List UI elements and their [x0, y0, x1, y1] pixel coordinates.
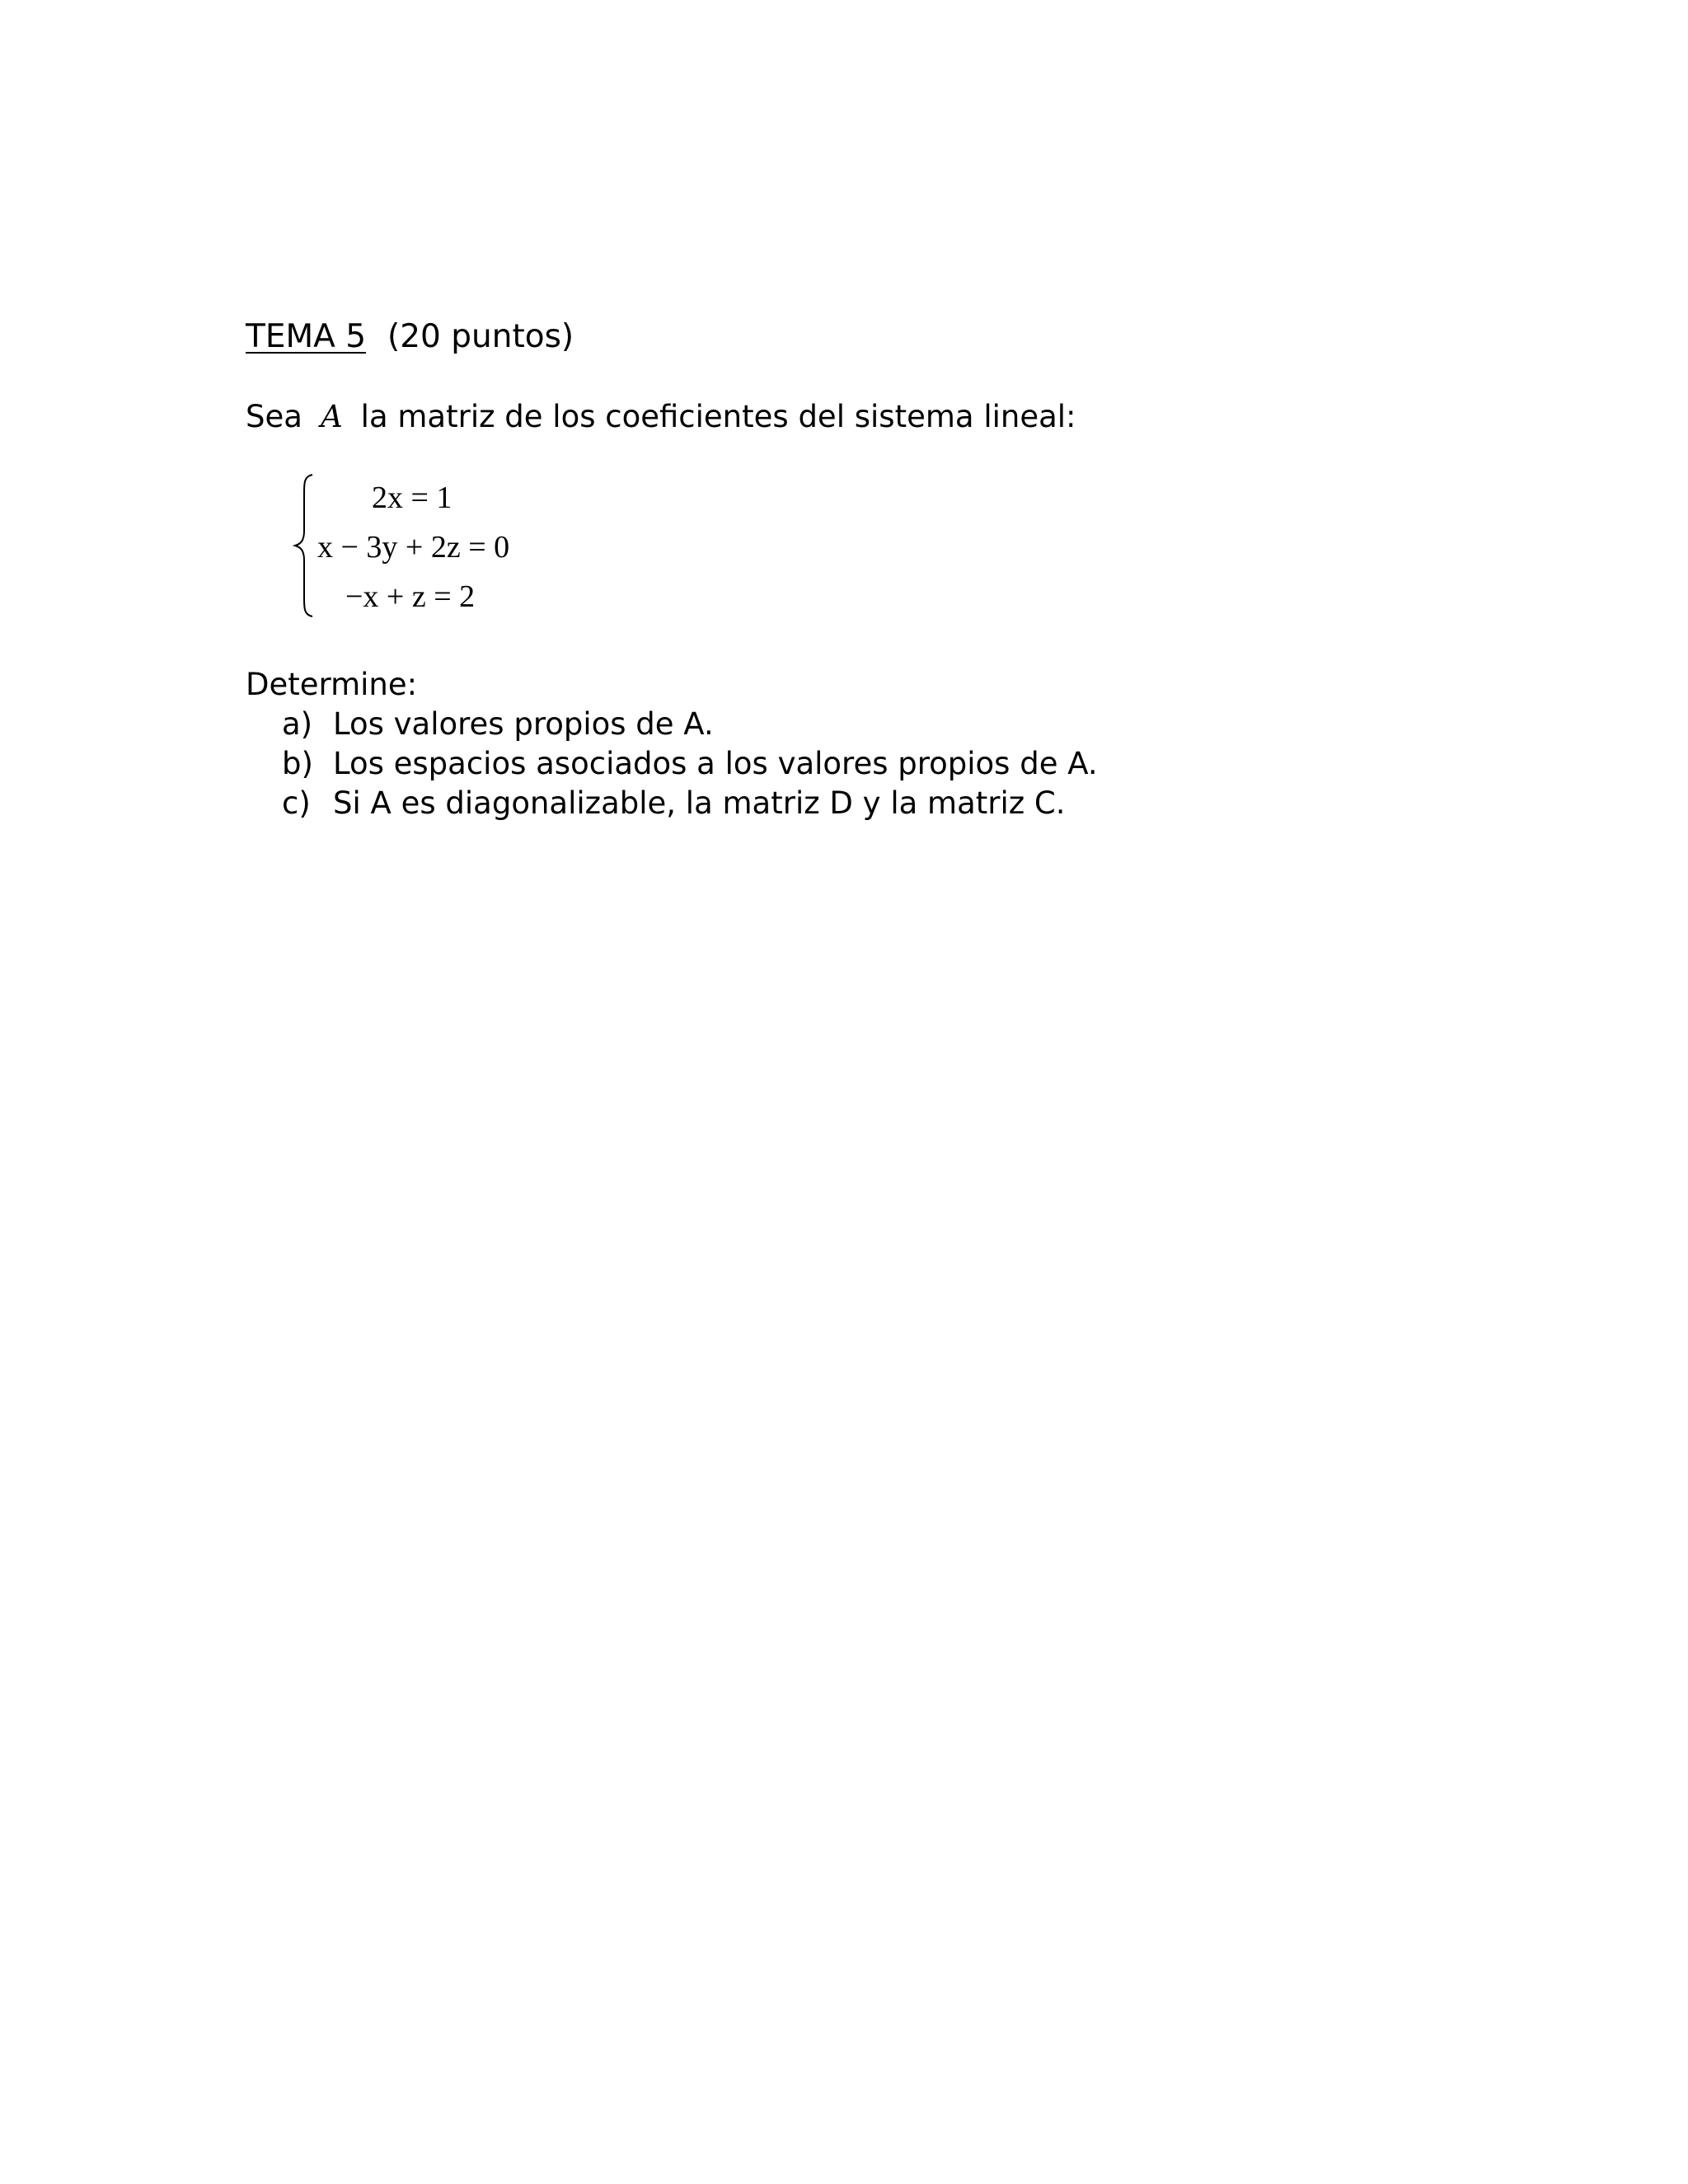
problem-statement — [246, 396, 1076, 438]
task-text: Los espacios asociados a los valores propios de A. — [333, 746, 1098, 781]
task-text: Los valores propios de A. — [333, 706, 714, 742]
statement-prefix: Sea — [246, 399, 302, 434]
problem-header — [246, 316, 574, 359]
statement-text: la matriz de los coeficientes del sistema lineal: — [360, 399, 1076, 434]
task-marker: b) — [282, 746, 313, 781]
task-marker: c) — [282, 785, 311, 821]
left-brace — [293, 471, 317, 620]
problem-title: TEMA 5 — [246, 318, 367, 355]
determine-label: Determine: — [246, 667, 418, 702]
equation-2: x − 3y + 2z = 0 — [317, 530, 510, 565]
task-text: Si A es diagonalizable, la matriz D y la matriz C. — [333, 785, 1066, 821]
task-item-b — [282, 744, 1098, 784]
equation-1: 2x = 1 — [372, 480, 452, 515]
task-item-c — [282, 784, 1098, 823]
matrix-variable: A — [320, 399, 343, 434]
linear-system — [293, 471, 556, 620]
task-item-a — [282, 705, 1098, 744]
problem-points: (20 puntos) — [387, 318, 574, 355]
task-marker: a) — [282, 706, 313, 742]
equation-3: −x + z = 2 — [345, 579, 476, 614]
task-list — [282, 705, 1098, 823]
